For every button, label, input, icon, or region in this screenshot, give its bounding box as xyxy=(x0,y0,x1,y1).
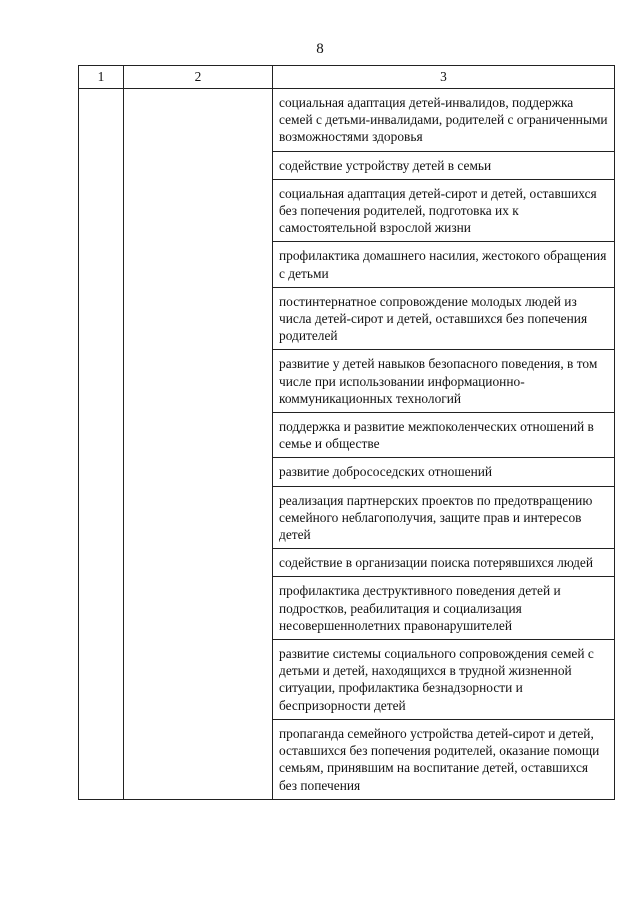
table-cell-item: развитие системы социального сопровождения семей с детьми и детей, находящихся в трудной жизненной ситуации, профилактика безнадзорности и беспризорности детей xyxy=(273,640,615,720)
table-cell-item: пропаганда семейного устройства детей-сирот и детей, оставшихся без попечения родителей, оказание помощи семьям, принявшим на воспитание детей, оставшихся без попечения xyxy=(273,719,615,799)
table-cell-item: профилактика деструктивного поведения детей и подростков, реабилитация и социализация несовершеннолетних правонарушителей xyxy=(273,577,615,640)
column-header-1: 1 xyxy=(79,66,124,89)
table-cell-item: содействие в организации поиска потерявшихся людей xyxy=(273,549,615,577)
table-cell-item: социальная адаптация детей-сирот и детей, оставшихся без попечения родителей, подготовка их к самостоятельной взрослой жизни xyxy=(273,179,615,242)
column-2-cell xyxy=(124,89,273,800)
table-cell-item: профилактика домашнего насилия, жестокого обращения с детьми xyxy=(273,242,615,287)
table-cell-item: содействие устройству детей в семьи xyxy=(273,151,615,179)
column-header-2: 2 xyxy=(124,66,273,89)
table-cell-item: развитие добрососедских отношений xyxy=(273,458,615,486)
table-cell-item: постинтернатное сопровождение молодых людей из числа детей-сирот и детей, оставшихся без попечения родителей xyxy=(273,287,615,350)
table-header-row xyxy=(79,66,615,89)
table-row xyxy=(79,89,615,152)
page-number: 8 xyxy=(316,41,324,57)
content-table xyxy=(78,65,615,800)
table-cell-item: поддержка и развитие межпоколенческих отношений в семье и обществе xyxy=(273,413,615,458)
column-header-3: 3 xyxy=(273,66,615,89)
table-cell-item: развитие у детей навыков безопасного поведения, в том числе при использовании информационно-коммуникационных технологий xyxy=(273,350,615,413)
table-cell-item: реализация партнерских проектов по предотвращению семейного неблагополучия, защите прав и интересов детей xyxy=(273,486,615,549)
table-cell-item: социальная адаптация детей-инвалидов, поддержка семей с детьми-инвалидами, родителей с ограниченными возможностями здоровья xyxy=(273,89,615,152)
column-1-cell xyxy=(79,89,124,800)
